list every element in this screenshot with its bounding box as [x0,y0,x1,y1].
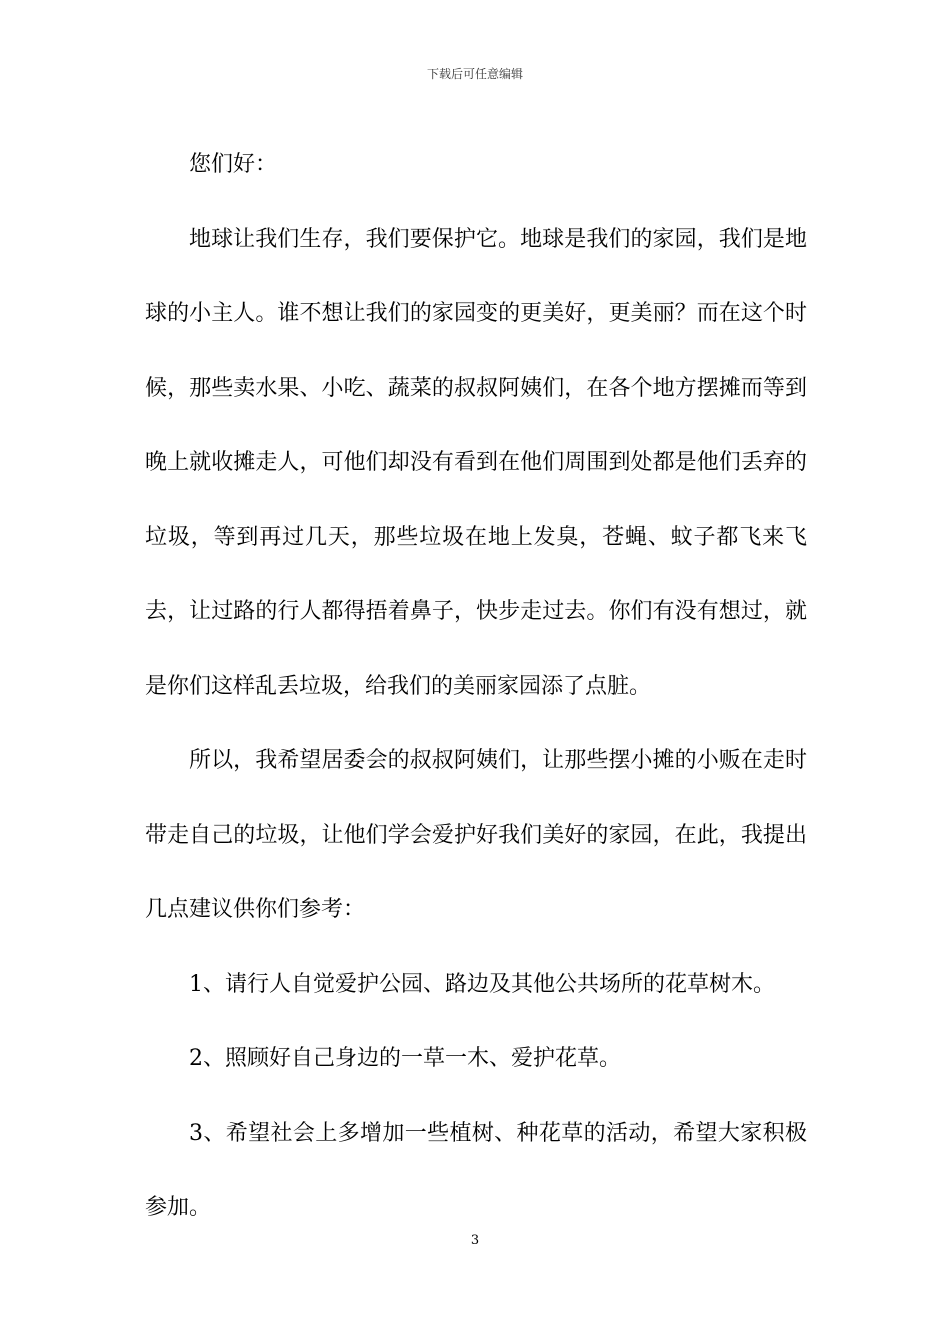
body-paragraph-1: 地球让我们生存，我们要保护它。地球是我们的家园，我们是地球的小主人。谁不想让我们的家园变的更美好，更美丽？而在这个时候，那些卖水果、小吃、蔬菜的叔叔阿姨们，在各个地方摆摊而等到晚上就收摊走人，可他们却没有看到在他们周围到处都是他们丢弃的垃圾，等到再过几天，那些垃圾在地上发臭，苍蝇、蚊子都飞来飞去，让过路的行人都得捂着鼻子，快步走过去。你们有没有想过，就是你们这样乱丢垃圾，给我们的美丽家园添了点脏。 [145,226,807,699]
page-number: 3 [470,1233,480,1248]
page-header: 下载后可任意编辑 [426,67,523,81]
document-body [145,128,807,1246]
body-paragraph-2: 所以，我希望居委会的叔叔阿姨们，让那些摆小摊的小贩在走时带走自己的垃圾，让他们学会爱护好我们美好的家园，在此，我提出几点建议供你们参考： [145,748,807,922]
suggestion-item-1: 1、请行人自觉爱护公园、路边及其他公共场所的花草树木。 [189,971,775,997]
greeting-paragraph: 您们好： [189,152,278,177]
suggestion-item-3: 3、希望社会上多增加一些植树、种花草的活动，希望大家积极参加。 [145,1120,807,1220]
suggestion-item-2: 2、照顾好自己身边的一草一木、爱护花草。 [189,1046,621,1071]
